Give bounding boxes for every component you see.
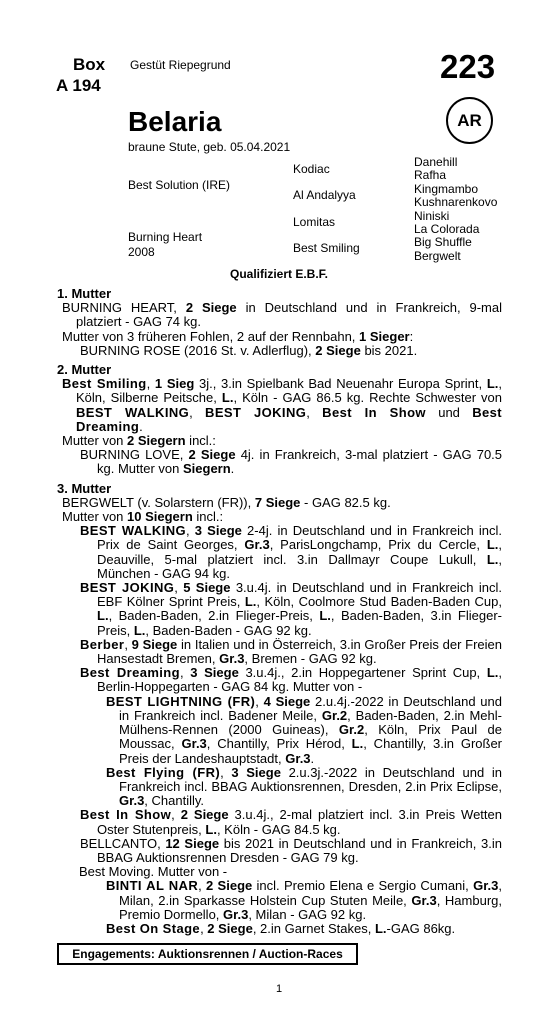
record-text: , bbox=[146, 376, 155, 392]
record-entry bbox=[57, 448, 502, 476]
record-entry bbox=[57, 879, 502, 922]
record-text: , Deauville, 5-mal platziert incl. 3.in Dallmayr Coupe Lukull, bbox=[97, 537, 502, 567]
record-text: - GAG 82.5 kg. bbox=[300, 494, 391, 510]
record-text: , Köln, Silberne Peitsche, bbox=[76, 376, 503, 406]
record-text: , Chantilly. bbox=[144, 793, 205, 809]
record-text: 3.u.4j., 2.in Hoppegartener Sprint Cup, bbox=[238, 665, 487, 681]
record-text: BURNING HEART, bbox=[62, 300, 186, 316]
record-entry bbox=[57, 666, 502, 694]
record-emphasis: Best In Show bbox=[80, 807, 172, 823]
record-text: , Köln, Prix Paul de Moussac, bbox=[119, 722, 502, 752]
record-emphasis: Best Dreaming bbox=[80, 665, 180, 681]
record-emphasis: Berber bbox=[80, 636, 125, 652]
record-emphasis: 7 Siege bbox=[254, 494, 301, 510]
section-heading: 1. Mutter bbox=[57, 286, 112, 301]
record-emphasis: L. bbox=[244, 594, 257, 610]
record-text: und bbox=[425, 404, 473, 420]
record-emphasis: BEST WALKING bbox=[76, 404, 190, 420]
record-emphasis: 2 Siege bbox=[188, 447, 236, 463]
record-emphasis: L. bbox=[319, 608, 331, 624]
record-text: Mutter von bbox=[62, 509, 128, 525]
record-emphasis: L. bbox=[221, 390, 234, 406]
record-text: , bbox=[198, 878, 207, 894]
record-text: Best Moving. Mutter von - bbox=[79, 864, 228, 880]
record-text: incl.: bbox=[185, 433, 216, 449]
record-text: , Köln - GAG 86.5 kg. Rechte Schwester von bbox=[233, 390, 503, 406]
record-emphasis: BEST WALKING bbox=[80, 523, 187, 539]
qualification: Qualifiziert E.B.F. bbox=[229, 267, 328, 281]
pedigree-gen3: Danehill bbox=[414, 155, 458, 169]
record-emphasis: L. bbox=[374, 920, 387, 936]
record-emphasis: Best In Show bbox=[322, 404, 426, 420]
section-heading: 3. Mutter bbox=[57, 480, 112, 496]
record-emphasis: Gr.3 bbox=[219, 651, 245, 667]
record-text: 4j. in Frankreich, 3-mal platziert - GAG 70.5 kg. Mutter von bbox=[97, 447, 503, 477]
record-text: , bbox=[200, 920, 208, 936]
stud-name: Gestüt Riepegrund bbox=[130, 58, 231, 72]
record-entry bbox=[57, 837, 502, 865]
pedigree-sire: Best Solution (IRE) bbox=[128, 178, 231, 192]
record-text: incl. Premio Elena e Sergio Cumani, bbox=[252, 878, 474, 894]
record-emphasis: L. bbox=[486, 537, 499, 553]
record-text: , bbox=[255, 693, 264, 709]
record-entry bbox=[57, 524, 502, 581]
page-number: 1 bbox=[275, 983, 283, 995]
record-entry bbox=[57, 496, 502, 510]
record-text: BERGWELT (v. Solarstern (FR)), bbox=[62, 494, 255, 510]
record-text: . bbox=[230, 461, 235, 477]
record-emphasis: Best Dreaming bbox=[76, 404, 502, 434]
record-emphasis: 5 Siege bbox=[183, 580, 231, 596]
pedigree-gen3: Niniski bbox=[414, 209, 450, 223]
record-entry bbox=[57, 344, 502, 358]
record-emphasis: L. bbox=[486, 551, 499, 567]
record-emphasis: L. bbox=[205, 821, 217, 837]
record-text: , bbox=[189, 404, 206, 420]
record-text: incl.: bbox=[192, 509, 224, 525]
record-emphasis: L. bbox=[486, 376, 499, 392]
record-text: bis 2021. bbox=[360, 342, 418, 358]
record-text: , bbox=[186, 523, 195, 539]
record-text: , Hamburg, Premio Dormello, bbox=[119, 892, 502, 922]
record-text: -GAG 86kg. bbox=[386, 920, 456, 936]
record-emphasis: L. bbox=[97, 608, 109, 624]
record-emphasis: 1 Sieger bbox=[359, 328, 410, 344]
record-text: in Italien und in Österreich, 3.in Großer Preis der Freien Hansestadt Bremen, bbox=[97, 636, 502, 667]
record-text: , Baden-Baden - GAG 92 kg. bbox=[145, 622, 312, 638]
ar-badge: AR bbox=[446, 97, 493, 144]
record-emphasis: 3 Siege bbox=[194, 523, 242, 539]
record-entry bbox=[57, 808, 502, 836]
record-emphasis: BINTI AL NAR bbox=[106, 878, 199, 894]
record-text: , bbox=[174, 580, 184, 596]
record-text: , Köln, Coolmore Stud Baden-Baden Cup, bbox=[256, 594, 502, 610]
pedigree-gen3: Rafha bbox=[414, 168, 447, 182]
record-entry bbox=[57, 330, 502, 344]
record-text: , Milan - GAG 92 kg. bbox=[248, 906, 367, 922]
record-text: , Baden-Baden, 2.in Flieger-Preis, bbox=[108, 608, 320, 624]
horse-description: braune Stute, geb. 05.04.2021 bbox=[128, 140, 291, 154]
record-entry bbox=[57, 377, 502, 434]
record-text: 3.u.4j. in Deutschland und in Frankreich incl. EBF Kölner Sprint Preis, bbox=[97, 580, 502, 610]
record-emphasis: Best Flying (FR) bbox=[106, 764, 221, 780]
record-entry bbox=[57, 581, 502, 638]
record-text: Mutter von bbox=[62, 433, 128, 449]
record-text: 3.u.4j., 2-mal platziert incl. 3.in Preis Wetten Oster Stutenpreis, bbox=[97, 807, 502, 837]
record-emphasis: 2 Siege bbox=[180, 807, 229, 823]
record-emphasis: 2 Siege bbox=[206, 878, 253, 894]
pedigree-dam-year: 2008 bbox=[128, 245, 155, 259]
pedigree-gen2: Al Andalyya bbox=[293, 188, 356, 202]
record-emphasis: 2 Siege bbox=[207, 920, 253, 936]
record-emphasis: 2 Siege bbox=[185, 300, 237, 316]
record-emphasis: 10 Siegern bbox=[127, 509, 193, 525]
record-text: , Milan, 2.in Sparkasse Holstein Cup Stuten Meile, bbox=[119, 878, 502, 908]
record-text: . bbox=[310, 750, 315, 766]
record-text: , bbox=[220, 764, 232, 780]
record-text: , Chantilly, 3.in Großer Preis der Landeshauptstadt, bbox=[119, 736, 502, 766]
record-text: , Baden-Baden, 2.in Mehl-Mülhens-Rennen (2000 Guineas), bbox=[119, 707, 502, 738]
record-emphasis: 3 Siege bbox=[190, 665, 239, 681]
record-emphasis: BEST LIGHTNING (FR) bbox=[106, 693, 256, 709]
record-emphasis: 12 Siege bbox=[165, 835, 220, 851]
record-text: : bbox=[409, 328, 414, 344]
pedigree-dam: Burning Heart bbox=[128, 230, 203, 244]
horse-name: Belaria bbox=[128, 106, 222, 137]
record-emphasis: Gr.3 bbox=[285, 750, 311, 766]
record-entry bbox=[57, 865, 502, 879]
record-text: , Berlin-Hoppegarten - GAG 84 kg. Mutter von - bbox=[97, 665, 502, 695]
record-text: 2.u.3j.-2022 in Deutschland und in Frankreich incl. BBAG Auktionsrennen, Dresden, 2.in Prix Eclipse, bbox=[119, 764, 502, 794]
record-text: , Köln - GAG 84.5 kg. bbox=[216, 821, 341, 837]
pedigree-gen3: La Colorada bbox=[414, 222, 480, 236]
record-text: , 2.in Garnet Stakes, bbox=[252, 920, 375, 936]
record-emphasis: Gr.3 bbox=[244, 537, 270, 553]
record-text: BELLCANTO, bbox=[80, 835, 166, 851]
record-text: , Bremen - GAG 92 kg. bbox=[244, 651, 377, 667]
record-emphasis: 4 Siege bbox=[263, 693, 311, 709]
record-text: 3j., 3.in Spielbank Bad Neuenahr Europa Sprint, bbox=[194, 376, 487, 392]
box-label: Box bbox=[73, 55, 106, 74]
record-text: . bbox=[139, 418, 143, 434]
record-entry bbox=[57, 301, 502, 329]
record-text: bis 2021 in Deutschland und in Frankreich, 3.in BBAG Auktionsrennen Dresden - GAG 79 kg. bbox=[97, 835, 502, 865]
record-text: , ParisLongchamp, Prix du Cercle, bbox=[269, 537, 487, 553]
family-record bbox=[57, 287, 502, 936]
record-emphasis: 3 Siege bbox=[231, 764, 281, 780]
record-emphasis: Gr.3 bbox=[411, 892, 437, 908]
record-emphasis: BEST JOKING bbox=[205, 404, 307, 420]
pedigree-gen3: Big Shuffle bbox=[414, 235, 472, 249]
record-emphasis: Gr.3 bbox=[473, 878, 499, 894]
record-emphasis: Gr.3 bbox=[223, 906, 249, 922]
pedigree-gen3: Kingmambo bbox=[414, 182, 479, 196]
record-text: , bbox=[171, 807, 181, 823]
record-emphasis: 2 Siegern bbox=[127, 433, 186, 449]
record-emphasis: L. bbox=[133, 622, 146, 638]
engagements-box: Engagements: Auktionsrennen / Auction-Races bbox=[57, 943, 358, 965]
pedigree-gen3: Kushnarenkovo bbox=[414, 195, 498, 209]
record-text: Mutter von 3 früheren Fohlen, 2 auf der Rennbahn, bbox=[62, 328, 360, 344]
record-entry bbox=[57, 766, 502, 809]
record-entry bbox=[57, 434, 502, 448]
record-emphasis: 9 Siege bbox=[131, 636, 178, 652]
section-heading: 2. Mutter bbox=[57, 362, 112, 378]
record-emphasis: L. bbox=[351, 736, 364, 752]
record-text: 2-4j. in Deutschland und in Frankreich incl. Prix de Saint Georges, bbox=[97, 523, 502, 553]
record-text: , Baden-Baden, 3.in Flieger-Preis, bbox=[97, 608, 502, 638]
record-text: BURNING ROSE (2016 St. v. Adlerflug), bbox=[80, 342, 316, 358]
pedigree-gen2: Lomitas bbox=[293, 215, 336, 229]
record-emphasis: Gr.2 bbox=[321, 707, 348, 723]
pedigree-gen2: Kodiac bbox=[293, 162, 330, 176]
record-emphasis: Gr.2 bbox=[338, 722, 365, 738]
record-emphasis: Gr.3 bbox=[119, 793, 145, 809]
record-text: , bbox=[179, 665, 191, 681]
record-emphasis: Gr.3 bbox=[181, 736, 207, 752]
record-entry bbox=[57, 922, 502, 936]
catalogue-number: 223 bbox=[440, 48, 496, 85]
record-entry bbox=[57, 638, 502, 666]
record-text: in Deutschland und in Frankreich, 9-mal platziert - GAG 74 kg. bbox=[76, 300, 503, 330]
record-text: BURNING LOVE, bbox=[80, 447, 189, 463]
record-entry bbox=[57, 510, 502, 524]
record-emphasis: L. bbox=[486, 665, 499, 681]
record-emphasis: Best Smiling bbox=[62, 376, 147, 392]
record-text: , bbox=[306, 404, 323, 420]
record-text: 2.u.4j.-2022 in Deutschland und in Frankreich incl. Badener Meile, bbox=[119, 693, 502, 723]
record-text: , Chantilly, Prix Hérod, bbox=[206, 736, 352, 752]
record-entry bbox=[57, 695, 502, 766]
record-emphasis: BEST JOKING bbox=[80, 580, 175, 596]
record-emphasis: 2 Siege bbox=[315, 342, 361, 358]
record-emphasis: Siegern bbox=[182, 461, 231, 477]
record-emphasis: 1 Sieg bbox=[154, 376, 195, 392]
record-text: , München - GAG 94 kg. bbox=[97, 551, 502, 581]
box-number: A 194 bbox=[56, 76, 101, 95]
record-emphasis: Best On Stage bbox=[106, 920, 201, 936]
pedigree-gen3: Bergwelt bbox=[414, 249, 461, 263]
record-text: , bbox=[124, 636, 132, 652]
pedigree-gen2: Best Smiling bbox=[293, 241, 360, 255]
